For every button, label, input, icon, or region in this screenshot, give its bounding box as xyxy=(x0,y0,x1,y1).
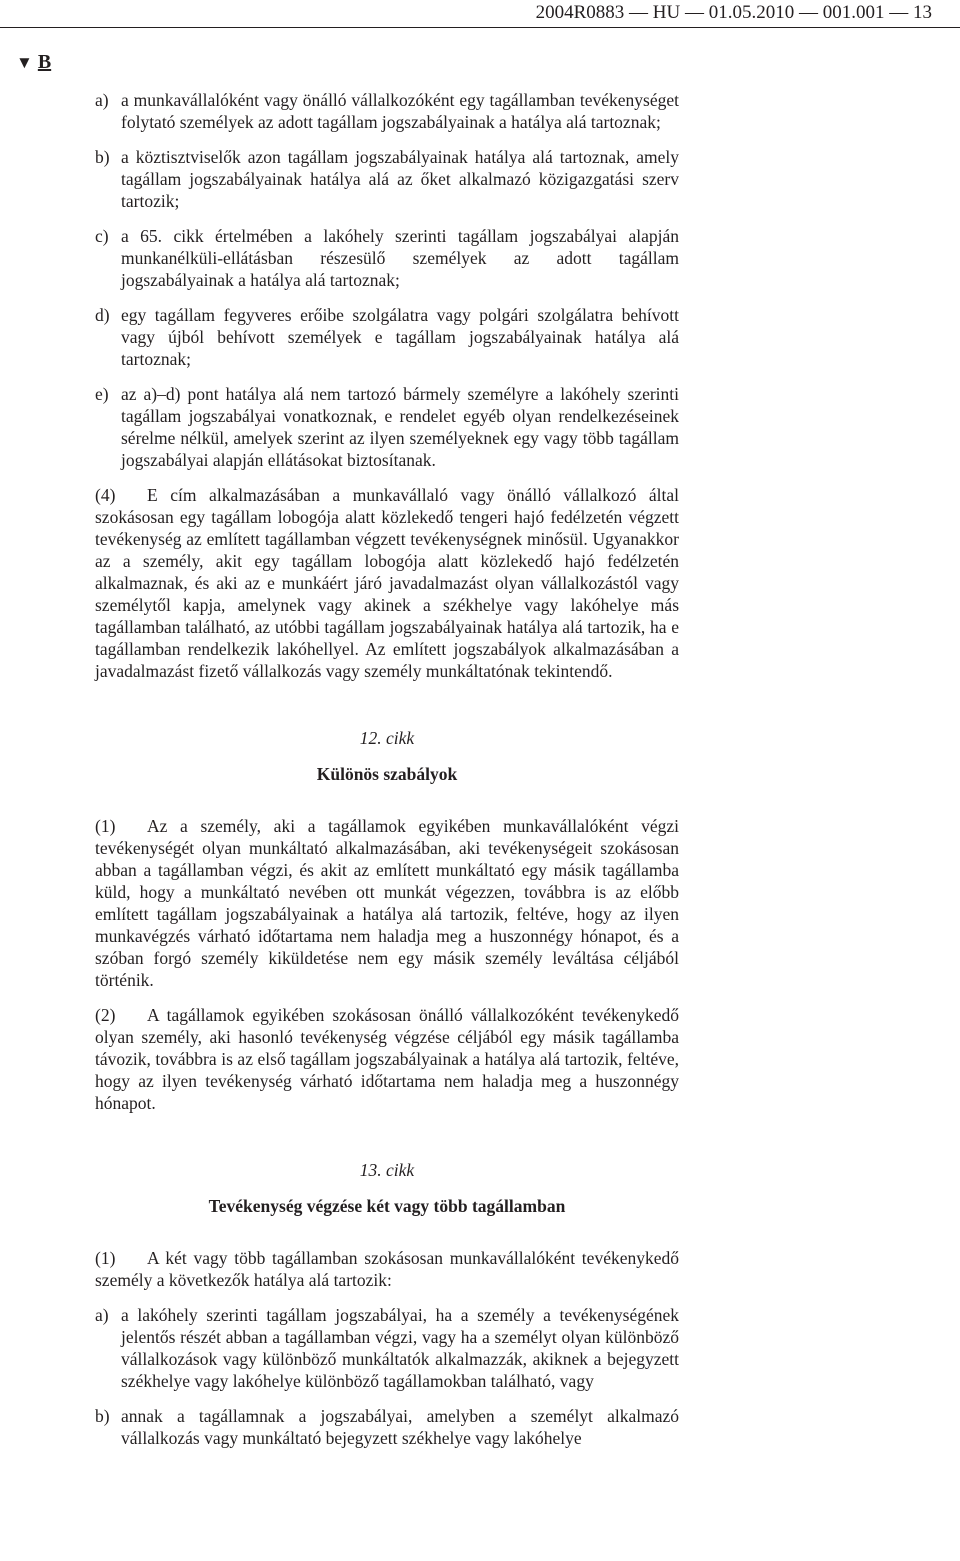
item-text: a köztisztviselők azon tagállam jogszabályainak hatálya alá tartoznak, amely tagállam jogszabályainak hatálya alá az őket alkalmazó közigazgatási szerv tartozik; xyxy=(121,147,679,211)
paragraph-number: (1) xyxy=(95,816,116,836)
list-item xyxy=(95,1304,679,1392)
item-text: a lakóhely szerinti tagállam jogszabályai, ha a személy a tevékenységének jelentős részét abban a tagállamban végzi, vagy ha a személyt olyan különböző vállalkozások vagy különböző munkáltatók alkalmazzák, akiknek a bejegyzett székhelye vagy lakóhelye különböző tagállamokban található, vagy xyxy=(121,1305,679,1391)
list-item xyxy=(95,225,679,291)
item-label: b) xyxy=(95,147,110,167)
article-number: 12. cikk xyxy=(359,728,415,748)
document-reference: 2004R0883 — HU — 01.05.2010 — 001.001 — 13 xyxy=(535,2,932,23)
list-item xyxy=(95,383,679,471)
item-text: a 65. cikk értelmében a lakóhely szerinti tagállam jogszabályai alapján munkanélküli-ellátásban részesülő személyek az adott tagállam jogszabályainak a hatálya alá tartoznak; xyxy=(121,226,679,290)
paragraph-text: A két vagy több tagállamban szokásosan munkavállalóként tevékenykedő személy a következők hatálya alá tartozik: xyxy=(95,1248,679,1290)
list-item xyxy=(95,304,679,370)
paragraph xyxy=(95,1004,679,1114)
paragraph-number: (1) xyxy=(95,1248,116,1268)
item-text: annak a tagállamnak a jogszabályai, amelyben a személyt alkalmazó vállalkozás vagy munkáltató bejegyzett székhelye vagy lakóhelye xyxy=(121,1406,679,1448)
document-body xyxy=(95,89,679,1462)
paragraph xyxy=(95,1247,679,1291)
item-label: c) xyxy=(95,226,109,246)
item-text: egy tagállam fegyveres erőibe szolgálatra vagy polgári szolgálatra behívott vagy újból behívott személyek e tagállam jogszabályainak hatálya alá tartoznak; xyxy=(121,305,679,369)
paragraph-text: E cím alkalmazásában a munkavállaló vagy önálló vállalkozó által szokásosan egy tagállam lobogója alatt közlekedő tengeri hajó fedélzetén végzett tevékenység az említett tagállamban végzett tevékenységnek minősül. Ugyanakkor az a személy, akit egy tagállam lobogója alatt közlekedő hajó fedélzetén alkalmaznak, és aki az e munkáért járó javadalmazást olyan vállalkozástól vagy személytől kapja, amelynek vagy akinek a székhelye vagy lakóhelye más tagállamban található, az utóbbi tagállam jogszabályainak hatálya alá tartozik, ha e tagállamban rendelkezik lakóhellyel. Az említett jogszabályok alkalmazásában a javadalmazást fizető vállalkozás vagy személy munkáltatónak tekintendő. xyxy=(95,485,679,681)
item-label: a) xyxy=(95,1305,109,1325)
amendment-marker-label: B xyxy=(37,51,52,73)
item-label: a) xyxy=(95,90,109,110)
item-text: az a)–d) pont hatálya alá nem tartozó bármely személyre a lakóhely szerinti tagállam jogszabályai vonatkoznak, e rendelet egyéb olyan rendelkezéseinek sérelme nélkül, amelyek szerint az ilyen személyeknek egy vagy több tagállam jogszabályai alapján ellátásokat biztosítanak. xyxy=(121,384,679,470)
paragraph-number: (4) xyxy=(95,485,116,505)
item-label: b) xyxy=(95,1406,110,1426)
list-item xyxy=(95,89,679,133)
paragraph xyxy=(95,815,679,991)
down-triangle-icon: ▼ xyxy=(16,53,33,72)
paragraph-number: (2) xyxy=(95,1005,116,1025)
paragraph-text: Az a személy, aki a tagállamok egyikében munkavállalóként végzi tevékenységét olyan munkáltató alkalmazásában, aki tevékenységeit szokásosan abban a tagállamban végzi, és akit az említett munkáltató egy másik tagállamba küld, hogy a munkáltató nevében ott munkát végezzen, továbbra is az előbb említett tagállam jogszabályainak a hatálya alá tartozik, feltéve, hogy az ilyen munkavégzés várható időtartama nem haladja meg a huszonnégy hónapot, és a szóban forgó személy kiküldetése nem egy másik személy leváltása céljából történik. xyxy=(95,816,679,990)
header-rule xyxy=(0,27,960,28)
amendment-marker xyxy=(16,50,51,75)
article-title: Tevékenység végzése két vagy több tagállamban xyxy=(208,1196,566,1216)
list-item xyxy=(95,146,679,212)
item-text: a munkavállalóként vagy önálló vállalkozóként egy tagállamban tevékenységet folytató személyek az adott tagállam jogszabályainak a hatálya alá tartoznak; xyxy=(121,90,679,132)
list-item xyxy=(95,1405,679,1449)
article-title: Különös szabályok xyxy=(316,764,458,784)
page-header xyxy=(0,0,960,28)
item-label: d) xyxy=(95,305,110,325)
item-label: e) xyxy=(95,384,109,404)
article-number: 13. cikk xyxy=(359,1160,415,1180)
paragraph xyxy=(95,484,679,682)
paragraph-text: A tagállamok egyikében szokásosan önálló vállalkozóként tevékenykedő olyan személy, aki hasonló tevékenység végzése céljából egy másik tagállamba távozik, továbbra is az első tagállam jogszabályainak a hatálya alá tartozik, feltéve, hogy az ilyen tevékenység várható időtartama nem haladja meg a huszonnégy hónapot. xyxy=(95,1005,679,1113)
